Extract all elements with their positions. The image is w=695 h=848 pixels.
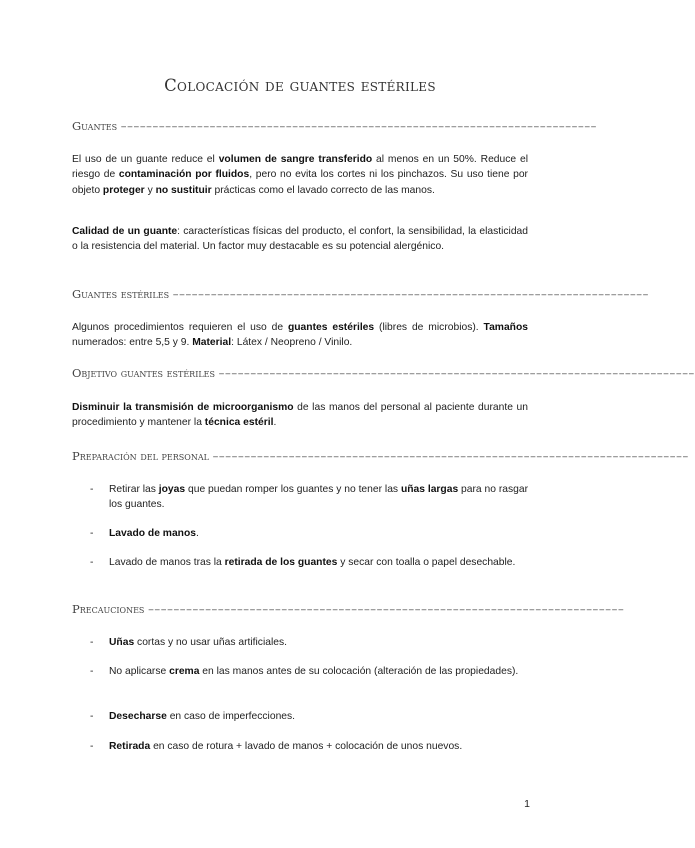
bold-text-run: contaminación por fluidos	[118, 169, 250, 181]
text-run: (libres de microbios).	[374, 322, 484, 333]
bold-text-run: no sustituir	[155, 184, 212, 196]
section-heading-text: Preparación del personal	[72, 449, 209, 463]
text-run: cortas y no usar uñas artificiales.	[134, 637, 287, 648]
text-run: Algunos procedimientos requieren el uso de	[72, 322, 288, 333]
text-run: y secar con toalla o papel desechable.	[337, 557, 516, 568]
section-heading-text: Guantes	[72, 119, 118, 133]
text-run: en caso de rotura + lavado de manos + colocación de unos nuevos.	[150, 741, 463, 752]
bold-text-run: volumen de sangre transferido	[218, 154, 373, 165]
text-run: en caso de imperfecciones.	[166, 711, 296, 722]
list-item-text	[109, 482, 528, 513]
section-divider-line: –––––––––––––––––––––––––––––––––––––––––––––––––––––––––––––––––––––––––––	[218, 366, 695, 380]
text-run: que puedan romper los guantes y no tener las	[185, 484, 401, 495]
section-divider-line: –––––––––––––––––––––––––––––––––––––––––––––––––––––––––––––––––––––––––––	[172, 287, 649, 301]
bold-text-run: joyas	[158, 484, 186, 495]
text-run: Lavado de manos tras la	[109, 557, 225, 568]
bullet-dash: -	[90, 711, 94, 722]
text-run: , pero no evita los cortes ni los pinchazos. Su uso tiene por objeto	[72, 169, 528, 196]
bold-text-run: retirada de los guantes	[224, 557, 338, 568]
section-heading-guantes-esteriles	[72, 287, 649, 301]
section-heading-precauciones	[72, 602, 625, 616]
section-heading-text: Objetivo guantes estériles	[72, 366, 215, 380]
page-number: 1	[524, 798, 530, 810]
paragraph-guantes-esteriles	[72, 320, 528, 351]
bold-text-run: Lavado de manos	[109, 528, 196, 539]
text-run: numerados: entre 5,5 y 9.	[72, 337, 193, 349]
bold-text-run: proteger	[102, 184, 145, 196]
bold-text-run: Material	[192, 337, 232, 349]
paragraph-calidad-guante	[72, 224, 528, 255]
bold-text-run: Retirada	[109, 741, 151, 752]
bold-text-run: Tamaños	[483, 322, 528, 333]
bullet-dash: -	[90, 484, 94, 495]
page-title: Colocación de guantes estériles	[164, 76, 436, 95]
bullet-dash: -	[90, 637, 94, 648]
text-run: .	[273, 417, 277, 429]
list-item-text	[109, 526, 528, 541]
list-item-text	[109, 664, 528, 679]
text-run: No aplicarse	[109, 666, 170, 677]
section-heading-preparacion	[72, 449, 689, 463]
bold-text-run: crema	[169, 666, 200, 677]
text-run: prácticas como el lavado correcto de las manos.	[211, 184, 435, 196]
bold-text-run: guantes estériles	[287, 322, 375, 333]
text-run: Retirar las	[109, 484, 159, 495]
text-run: al menos en un 50%. Reduce el riesgo de	[72, 154, 528, 181]
section-divider-line: –––––––––––––––––––––––––––––––––––––––––––––––––––––––––––––––––––––––––––	[120, 119, 598, 133]
text-run: y	[144, 184, 156, 196]
text-run: : Látex / Neopreno / Vinilo.	[231, 337, 353, 349]
bold-text-run: Uñas	[109, 637, 135, 648]
bullet-dash: -	[90, 741, 94, 752]
section-heading-objetivo	[72, 366, 695, 380]
section-divider-line: –––––––––––––––––––––––––––––––––––––––––––––––––––––––––––––––––––––––––––	[148, 602, 625, 616]
text-run: en las manos antes de su colocación (alteración de las propiedades).	[199, 666, 519, 677]
list-item-text	[109, 635, 528, 650]
section-heading-text: Guantes estériles	[72, 287, 170, 301]
paragraph-guantes-uso	[72, 152, 528, 198]
bold-text-run: uñas largas	[400, 484, 459, 495]
section-heading-text: Precauciones	[72, 602, 145, 616]
bold-text-run: Calidad de un guante	[72, 226, 178, 237]
text-run: para no rasgar los guantes.	[109, 484, 529, 511]
list-item-text	[109, 739, 528, 754]
bullet-dash: -	[90, 666, 94, 677]
list-item-text	[109, 709, 528, 724]
text-run: El uso de un guante reduce el	[72, 154, 219, 165]
text-run: .	[195, 528, 199, 539]
section-heading-guantes	[72, 119, 598, 133]
bold-text-run: técnica estéril	[204, 417, 274, 429]
bold-text-run: Desecharse	[109, 711, 167, 722]
bullet-dash: -	[90, 528, 94, 539]
paragraph-objetivo	[72, 400, 528, 431]
section-divider-line: –––––––––––––––––––––––––––––––––––––––––––––––––––––––––––––––––––––––––––	[212, 449, 689, 463]
text-run: : características físicas del producto, el confort, la sensibilidad, la elasticidad o la resistencia del material. Un factor muy destacable es su potencial alergénico.	[72, 226, 528, 253]
text-run: de las manos del personal al paciente durante un procedimiento y mantener la	[72, 402, 528, 429]
list-item-text	[109, 555, 528, 570]
bullet-dash: -	[90, 557, 94, 568]
bold-text-run: Disminuir la transmisión de microorganismo	[72, 402, 294, 413]
